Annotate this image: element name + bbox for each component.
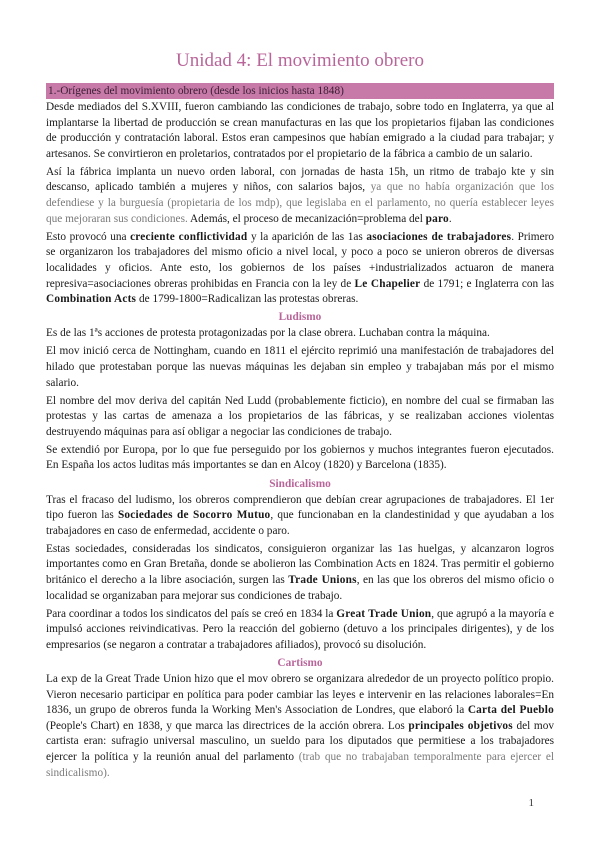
paragraph-11 <box>46 672 554 781</box>
page-number: 1 <box>528 797 534 809</box>
paragraph-9-text: Estas sociedades, consideradas los sindicatos, consiguieron organizar las 1as huelgas, y alcanzaron logros importantes como en Gran Bretaña, donde se abolieron las Combination Acts en 1824. Tras permitir el gobierno británico el derecho a la libre asociación, surgen las <box>46 542 554 587</box>
paragraph-11-text-2: (People's Chart) en 1838, y que marca las directrices de la acción obrera. Los <box>46 719 409 732</box>
paragraph-5: El mov inició cerca de Nottingham, cuando en 1811 el ejército reprimió una manifestación de trabajadores del hilado que protestaban porque las nuevas máquinas les dejaban sin empleo y trabajaban más por el mismo salario. <box>46 345 554 389</box>
paragraph-3-text-4: de 1791; e Inglaterra con las <box>420 277 554 290</box>
paragraph-10 <box>46 607 554 654</box>
paragraph-9-bold-trade-unions: Trade Unions <box>288 574 357 587</box>
paragraph-3-text-3: . Primero se organizaron los trabajadores del mismo oficio a nivel local, y poco a poco se unieron obreros de diversas localidades y oficios. Ante esto, los gobiernos de los países +industrializados actuaron de manera represiva=asociaciones obreras prohibidas en Francia con la ley de <box>46 230 555 290</box>
paragraph-3-bold-conflictividad: creciente conflictividad <box>130 230 248 243</box>
paragraph-2 <box>46 165 554 227</box>
paragraph-9-end: , en las que los obreros del mismo oficio o localidad se organizaban para mejorar sus condiciones de trabajo. <box>46 574 554 602</box>
section-heading-origenes: 1.-Orígenes del movimiento obrero (desde los inicios hasta 1848) <box>46 83 554 99</box>
paragraph-10-end: , que agrupó a la mayoría e impulsó acciones reivindicativas. Pero la reacción del gobierno (detuvo a los principales dirigentes), y de los empresarios (se negaron a contratar a trabajadores afiliados), provocó su disolución. <box>46 607 554 651</box>
paragraph-8 <box>46 493 554 540</box>
paragraph-11-bold-carta-del-pueblo: Carta del Pueblo <box>467 704 554 717</box>
paragraph-11-highlight: (trab que no trabajaban temporalmente para ejercer el sindicalismo). <box>46 750 554 779</box>
paragraph-2-text: Así la fábrica implanta un nuevo orden laboral, con jornadas de hasta 15h, un ritmo de trabajo kte y sin descanso, aplicado también a mujeres y niños, con salarios bajos, <box>46 165 554 194</box>
subheading-ludismo: Ludismo <box>278 311 322 324</box>
paragraph-1-text: Desde mediados del S.XVIII, fueron cambiando las condiciones de trabajo, sobre todo en Inglaterra, ya que al implantarse la libertad de producción se crean manufacturas en las que los propietarios fijaban las condiciones de producción y contratación laboral. Estos eran campesinos que habían emigrado a la ciudad para trabajar; y artesanos. Se convirtieron en proletarios, contratados por el propietario de la fábrica a cambio de un salario. <box>46 101 554 160</box>
paragraph-11-bold-objetivos: principales objetivos <box>408 719 513 732</box>
paragraph-3-text: Esto provocó una <box>46 230 131 243</box>
paragraph-2-highlight: ya que no había organización que los defendiese y la burguesía (propietaria de los mdp), que legislaba en el parlamento, no quería establecer leyes que mejoraran sus condiciones. <box>46 181 554 225</box>
paragraph-11-text: La exp de la Great Trade Union hizo que el mov obrero se organizara alrededor de un proyecto político propio. Vieron necesario participar en política para poder cambiar las leyes e intervenir en las relaciones laborales=En 1836, un grupo de obreros funda la Working Men's Association de Londres, que elaboró la <box>46 673 554 717</box>
paragraph-11-text-3: del mov cartista eran: sufragio universal masculino, un sueldo para los diputados que permitiese a los trabajadores ejercer la política y la reunión anual del parlamento <box>46 719 554 763</box>
paragraph-3-bold-combination-acts: Combination Acts <box>46 293 137 306</box>
paragraph-3-bold-asociaciones: asociaciones de trabajadores <box>366 230 512 243</box>
paragraph-8-text: Tras el fracaso del ludismo, los obreros comprendieron que debían crear agrupaciones de trabajadores. El 1er tipo fueron las <box>46 493 554 522</box>
page-content <box>46 50 554 784</box>
subheading-cartismo: Cartismo <box>277 657 323 669</box>
paragraph-10-text: Para coordinar a todos los sindicatos del país se creó en 1834 la <box>46 607 337 620</box>
paragraph-2-bold-paro: paro <box>425 212 449 225</box>
paragraph-3-bold-chapelier: Le Chapelier <box>354 277 421 290</box>
paragraph-8-end: , que funcionaban en la clandestinidad y que ayudaban a los trabajadores en caso de enfermedad, accidente o paro. <box>46 509 555 537</box>
paragraph-7: Se extendió por Europa, por lo que fue perseguido por los gobiernos y muchos integrantes fueron ejecutados. En España los actos luditas más importantes se dan en Alcoy (1820) y Barcelona (1835). <box>46 443 554 472</box>
paragraph-9 <box>46 542 554 604</box>
paragraph-4: Es de las 1ªs acciones de protesta protagonizadas por la clase obrera. Luchaban contra la máquina. <box>46 327 490 340</box>
paragraph-1 <box>46 100 554 162</box>
paragraph-8-bold-socorro-mutuo: Sociedades de Socorro Mutuo <box>117 509 271 522</box>
paragraph-3 <box>46 230 554 308</box>
paragraph-2-text-2: Además, el proceso de mecanización=problema del <box>187 212 426 225</box>
paragraph-2-end: . <box>448 212 452 225</box>
paragraph-10-bold-great-trade-union: Great Trade Union <box>336 607 432 620</box>
paragraph-3-text-2: y la aparición de las 1as <box>247 230 367 243</box>
page-title: Unidad 4: El movimiento obrero <box>175 50 424 71</box>
subheading-sindicalismo: Sindicalismo <box>269 477 331 490</box>
paragraph-3-end: de 1799-1800=Radicalizan las protestas obreras. <box>136 293 359 306</box>
paragraph-6: El nombre del mov deriva del capitán Ned Ludd (probablemente ficticio), en nombre del cual se firmaban las protestas y las cartas de amenaza a los propietarios de las fábricas, y se realizaban acciones violentas destruyendo máquinas para así obligar a negociar las condiciones de trabajo. <box>46 394 554 438</box>
